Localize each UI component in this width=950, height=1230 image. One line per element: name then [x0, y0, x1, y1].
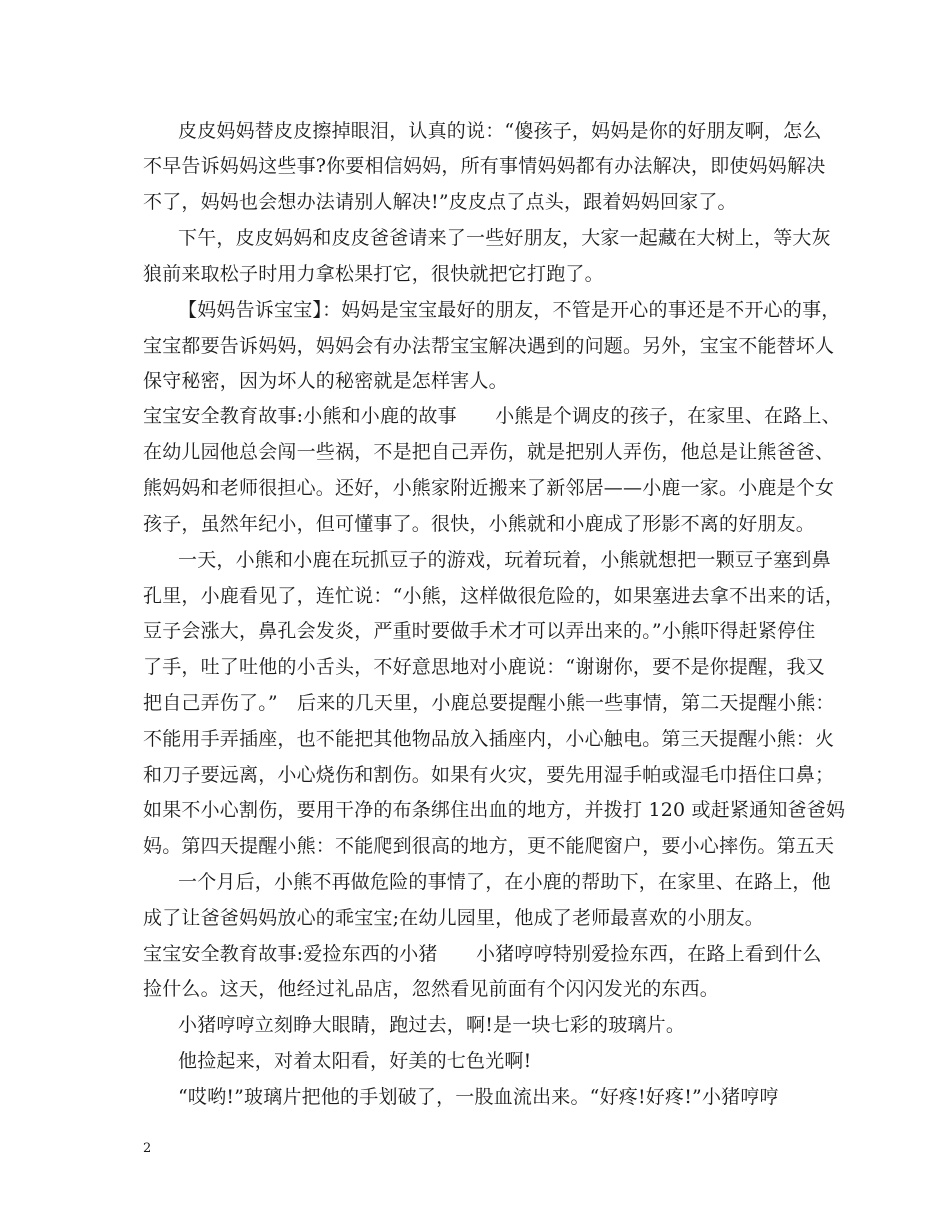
paragraph-line: 不了，妈妈也会想办法请别人解决!”皮皮点了点头，跟着妈妈回家了。: [143, 191, 737, 213]
paragraph-line: 孔里，小鹿看见了，连忙说：“小熊，这样做很危险的，如果塞进去拿不出来的话，: [143, 585, 845, 607]
paragraph-line: “哎哟!”玻璃片把他的手划破了，一股血流出来。“好疼!好疼!”小猪哼哼: [178, 1086, 779, 1108]
story-title-line: 宝宝安全教育故事:爱捡东西的小猪 小猪哼哼特别爱捡东西，在路上看到什么: [143, 943, 822, 965]
paragraph-line: 妈。第四天提醒小熊：不能爬到很高的地方，更不能爬窗户，要小心摔伤。第五天: [143, 835, 835, 857]
paragraph-line: 一个月后，小熊不再做危险的事情了，在小鹿的帮助下，在家里、在路上，他: [178, 871, 831, 893]
paragraph-line: 狼前来取松子时用力拿松果打它，很快就把它打跑了。: [143, 263, 604, 285]
paragraph-line: 孩子，虽然年纪小，但可懂事了。很快，小熊就和小鹿成了形影不离的好朋友。: [143, 513, 816, 535]
paragraph-line: 熊妈妈和老师很担心。还好，小熊家附近搬来了新邻居——小鹿一家。小鹿是个女: [143, 477, 835, 499]
paragraph-line: 成了让爸爸妈妈放心的乖宝宝;在幼儿园里，他成了老师最喜欢的小朋友。: [143, 907, 765, 929]
paragraph-line: 小猪哼哼立刻睁大眼睛，跑过去，啊!是一块七彩的玻璃片。: [178, 1014, 686, 1036]
paragraph-line: 捡什么。这天，他经过礼品店，忽然看见前面有个闪闪发光的东西。: [143, 978, 720, 1000]
paragraph-line: 他捡起来，对着太阳看，好美的七色光啊!: [178, 1050, 532, 1072]
paragraph-line: 皮皮妈妈替皮皮擦掉眼泪，认真的说：“傻孩子，妈妈是你的好朋友啊，怎么: [178, 120, 822, 142]
paragraph-line: 在幼儿园他总会闯一些祸，不是把自己弄伤，就是把别人弄伤，他总是让熊爸爸、: [143, 441, 835, 463]
page-number: 2: [143, 1141, 152, 1156]
paragraph-line: 如果不小心割伤，要用干净的布条绑住出血的地方，并拨打 120 或赶紧通知爸爸妈: [143, 799, 846, 821]
paragraph-line: 一天，小熊和小鹿在玩抓豆子的游戏，玩着玩着，小熊就想把一颗豆子塞到鼻: [178, 549, 831, 571]
paragraph-line: 把自己弄伤了。” 后来的几天里，小鹿总要提醒小熊一些事情，第二天提醒小熊：: [143, 692, 835, 714]
paragraph-line: 【妈妈告诉宝宝】：妈妈是宝宝最好的朋友，不管是开心的事还是不开心的事，: [178, 299, 841, 321]
story-title-line: 宝宝安全教育故事:小熊和小鹿的故事 小熊是个调皮的孩子，在家里、在路上、: [143, 405, 841, 427]
paragraph-line: 不早告诉妈妈这些事?你要相信妈妈，所有事情妈妈都有办法解决，即使妈妈解决: [143, 155, 826, 177]
paragraph-line: 下午，皮皮妈妈和皮皮爸爸请来了一些好朋友，大家一起藏在大树上，等大灰: [178, 227, 831, 249]
paragraph-line: 豆子会涨大，鼻孔会发炎，严重时要做手术才可以弄出来的。”小熊吓得赶紧停住: [143, 620, 816, 642]
paragraph-line: 保守秘密，因为坏人的秘密就是怎样害人。: [143, 370, 508, 392]
paragraph-line: 不能用手弄插座，也不能把其他物品放入插座内，小心触电。第三天提醒小熊：火: [143, 728, 835, 750]
paragraph-line: 宝宝都要告诉妈妈，妈妈会有办法帮宝宝解决遇到的问题。另外，宝宝不能替坏人: [143, 335, 835, 357]
paragraph-line: 和刀子要远离，小心烧伤和割伤。如果有火灾，要先用湿手帕或湿毛巾捂住口鼻；: [143, 764, 835, 786]
paragraph-line: 了手，吐了吐他的小舌头，不好意思地对小鹿说：“谢谢你，要不是你提醒，我又: [143, 656, 825, 678]
